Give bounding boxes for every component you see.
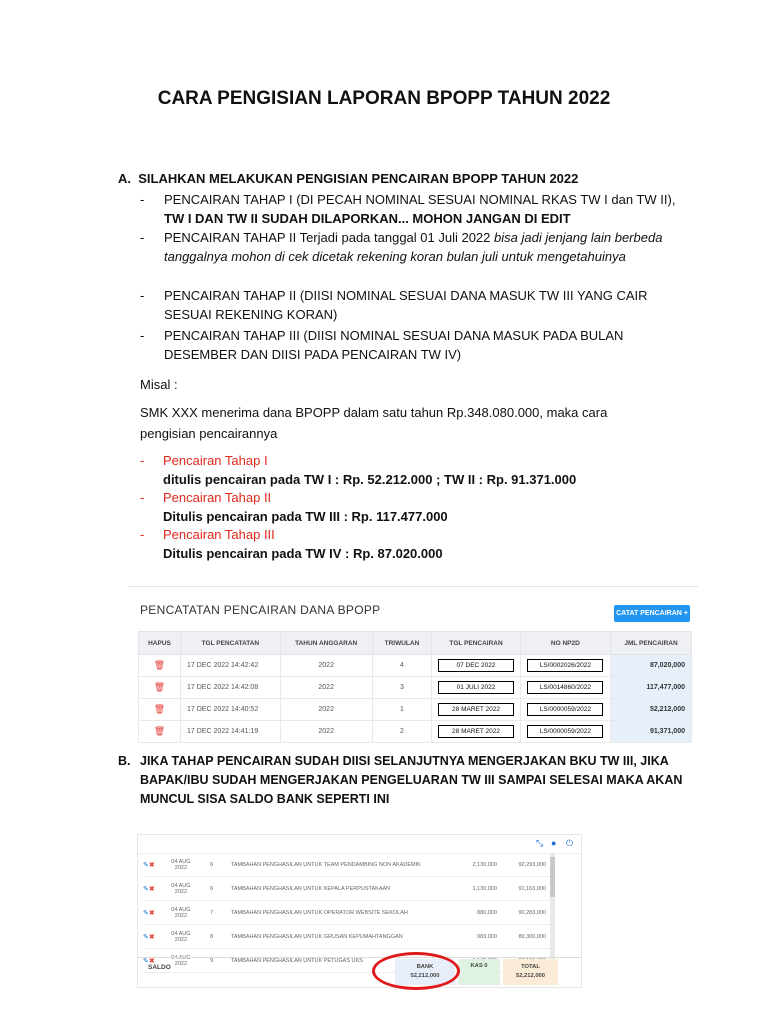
bullet-2-plain: PENCAIRAN TAHAP II Terjadi pada tanggal 01 Juli 2022 [164,230,491,245]
section-a-text: SILAHKAN MELAKUKAN PENGISIAN PENCAIRAN BPOPP TAHUN 2022 [138,171,579,186]
tahap-3-value: Ditulis pencairan pada TW IV : Rp. 87.020.000 [163,546,443,561]
cell-tahun: 2022 [280,677,372,699]
cell-jml: 87,020,000 [611,655,692,677]
edit-icon[interactable]: ✎ [143,933,149,941]
col-hapus: HAPUS [139,632,181,655]
bku-table [142,853,550,973]
cell-no: 6 [196,853,226,877]
cell-tgl-pencairan: 01 JULI 2022 [438,681,514,694]
cell-no: 7 [196,901,226,925]
cell-amount: 2,130,000 [452,853,501,877]
example-text: SMK XXX menerima dana BPOPP dalam satu tahun Rp.348.080.000, maka cara pengisian pencairannya [140,405,608,441]
cell-tgl-pencairan: 07 DEC 2022 [438,659,514,672]
cell-no-np2d: LS/0000059/2022 [527,725,603,738]
cell-balance: 92,293,000 [501,853,550,877]
page-title: CARA PENGISIAN LAPORAN BPOPP TAHUN 2022 [157,88,611,109]
cell-no: 6 [196,877,226,901]
tahap-2-value: Ditulis pencairan pada TW III : Rp. 117.477.000 [163,509,448,524]
cell-no: 9 [196,949,226,973]
bank-label: BANK [416,964,434,970]
table-row [139,721,692,743]
cell-amount: 983,000 [452,925,501,949]
table-row [142,901,550,925]
bullet-1-line2: TW I DAN TW II SUDAH DILAPORKAN... MOHON JANGAN DI EDIT [164,211,571,226]
cell-triwulan: 1 [372,699,432,721]
table-row [142,925,550,949]
delete-icon[interactable]: ✖ [148,933,155,941]
pencatatan-title: PENCATATAN PENCAIRAN DANA BPOPP [140,603,381,617]
cell-tgl-pencairan: 28 MARET 2022 [438,725,514,738]
total-cell [503,959,558,985]
expand-icon[interactable]: ⤡ [536,838,544,848]
cell-triwulan: 4 [372,655,432,677]
kas-label: KAS 0 [470,963,488,969]
cell-tgl-pencatatan: 17 DEC 2022 14:41:19 [181,721,281,743]
cell-date: 04 AUG 2022 [165,949,196,973]
tahap-1-value: ditulis pencairan pada TW I : Rp. 52.212.000 ; TW II : Rp. 91.371.000 [163,472,577,487]
tahap-1-label: Pencairan Tahap I [163,453,268,468]
cell-no-np2d: LS/0002026/2022 [527,659,603,672]
tahap-2-label: Pencairan Tahap II [163,490,272,505]
cell-amount: 880,000 [452,901,501,925]
pencatatan-screenshot [128,586,698,739]
cell-no-np2d: LS/0000059/2022 [527,703,603,716]
bku-topbar [138,835,581,854]
trash-icon[interactable]: 🗑 [153,682,166,692]
misal-label: Misal : [140,377,178,392]
table-row [139,677,692,699]
bku-screenshot [137,834,582,988]
cell-date: 04 AUG 2022 [165,901,196,925]
pencairan-table [138,631,692,743]
delete-icon[interactable]: ✖ [148,909,155,917]
col-tgl-pencatatan: TGL PENCATATAN [181,632,281,655]
scrollbar-thumb[interactable] [550,857,555,897]
kas-cell [458,959,500,985]
cell-jml: 52,212,000 [611,699,692,721]
edit-icon[interactable]: ✎ [143,861,149,869]
cell-tahun: 2022 [280,721,372,743]
edit-icon[interactable]: ✎ [143,885,149,893]
cell-tahun: 2022 [280,699,372,721]
section-b-text: JIKA TAHAP PENCAIRAN SUDAH DIISI SELANJUTNYA MENGERJAKAN BKU TW III, JIKA BAPAK/IBU SUDAH MENGERJAKAN PENGELUARAN TW III SAMPAI SELESAI MAKA AKAN MUNCUL SISA SALDO BANK SEPERTI INI [140,754,683,806]
cell-amount: 1,130,000 [452,877,501,901]
saldo-label: SALDO [148,964,171,971]
cell-tgl-pencatatan: 17 DEC 2022 14:42:08 [181,677,281,699]
cell-uraian: TAMBAHAN PENGHASILAN UNTUK TEAM PENDAMBING NON AKADEMIK [227,853,452,877]
tahap-3-label: Pencairan Tahap III [163,527,275,542]
col-triwulan: TRIWULAN [372,632,432,655]
cell-balance: 91,163,000 [501,877,550,901]
total-value: 52,212,000 [515,973,545,979]
edit-icon[interactable]: ✎ [143,957,149,965]
cell-no-np2d: LS/0014860/2022 [527,681,603,694]
highlight-ellipse [372,952,460,990]
cell-triwulan: 3 [372,677,432,699]
cell-no: 8 [196,925,226,949]
catat-pencairan-button[interactable]: CATAT PENCAIRAN + [614,605,690,622]
table-row [139,655,692,677]
total-label: TOTAL [521,964,540,970]
trash-icon[interactable]: 🗑 [153,660,166,670]
section-a-label: A. [118,171,131,186]
cell-tahun: 2022 [280,655,372,677]
cell-triwulan: 2 [372,721,432,743]
cell-uraian: TAMBAHAN PENGHASILAN UNTUK KEPALA PERPUSTAKAAN [227,877,452,901]
delete-icon[interactable]: ✖ [148,957,155,965]
cell-tgl-pencatatan: 17 DEC 2022 14:42:42 [181,655,281,677]
cell-jml: 91,371,000 [611,721,692,743]
trash-icon[interactable]: 🗑 [153,704,166,714]
cell-balance: 90,283,000 [501,901,550,925]
cell-uraian: TAMBAHAN PENGHASILAN UNTUK GRUSAN KEPUMAHTANGGAN [227,925,452,949]
cell-uraian: TAMBAHAN PENGHASILAN UNTUK PETUGAS UKS [227,949,452,973]
section-b-label: B. [118,754,131,768]
section-a-heading [118,171,578,186]
trash-icon[interactable]: 🗑 [153,726,166,736]
delete-icon[interactable]: ✖ [148,885,155,893]
bullet-1-line1: PENCAIRAN TAHAP I (DI PECAH NOMINAL SESUAI NOMINAL RKAS TW I dan TW II), [164,192,676,207]
col-no-np2d: NO NP2D [520,632,610,655]
table-row [142,877,550,901]
cell-date: 04 AUG 2022 [165,877,196,901]
cell-balance: 89,300,000 [501,925,550,949]
power-icon[interactable]: ⏻ [566,838,574,848]
col-tgl-pencairan: TGL PENCAIRAN [432,632,520,655]
bullet-3-text: PENCAIRAN TAHAP II (DIISI NOMINAL SESUAI DANA MASUK TW III YANG CAIR SESUAI REKENING KORAN) [164,288,648,322]
cell-date: 04 AUG 2022 [165,925,196,949]
table-row [139,699,692,721]
bank-value: 52,212,000 [410,973,440,979]
delete-icon[interactable]: ✖ [148,861,155,869]
cell-uraian: TAMBAHAN PENGHASILAN UNTUK OPERATOR WEBSITE SEKOLAH [227,901,452,925]
cell-tgl-pencatatan: 17 DEC 2022 14:40:52 [181,699,281,721]
edit-icon[interactable]: ✎ [143,909,149,917]
cell-jml: 117,477,000 [611,677,692,699]
cell-tgl-pencairan: 28 MARET 2022 [438,703,514,716]
table-row [142,853,550,877]
col-jml: JML PENCAIRAN [611,632,692,655]
saldo-row [138,957,581,988]
bullet-4-text: PENCAIRAN TAHAP III (DIISI NOMINAL SESUAI DANA MASUK PADA BULAN DESEMBER DAN DIISI PADA PENCAIRAN TW IV) [164,328,624,362]
col-tahun: TAHUN ANGGARAN [280,632,372,655]
bell-icon[interactable]: ● [551,838,557,848]
scrollbar[interactable] [550,853,555,971]
cell-date: 04 AUG 2022 [165,853,196,877]
bullet-2-italic: bisa jadi jenjang lain berbeda tanggalnya mohon di cek dicetak rekening koran bulan juli untuk mengetahuinya [164,230,663,264]
